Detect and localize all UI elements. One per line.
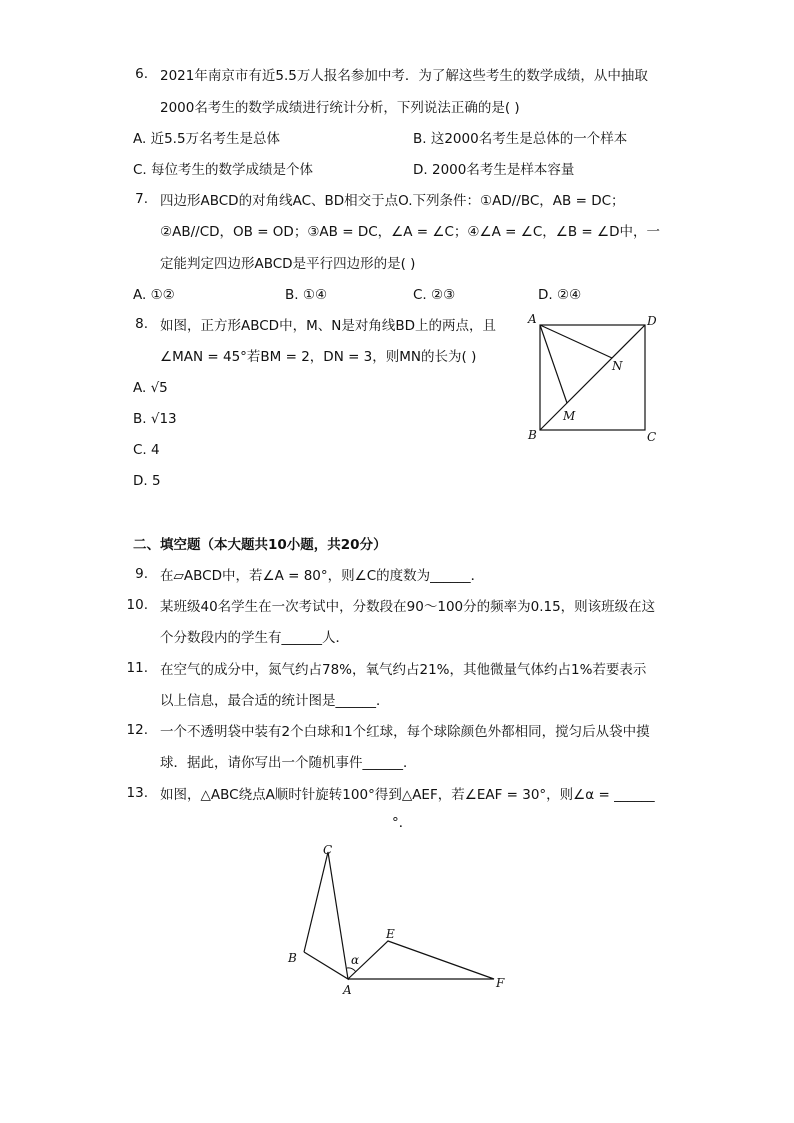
triangle-aef — [348, 941, 494, 979]
label-m: M — [563, 409, 576, 423]
q7-option-d: D. ②④ — [538, 287, 582, 303]
q6-option-a: A. 近5.5万名考生是总体 — [133, 131, 281, 147]
q13-number: 13. — [126, 785, 148, 801]
diagonal-bd — [540, 325, 645, 430]
label-c: C — [323, 843, 333, 857]
q9-number: 9. — [135, 566, 148, 582]
q12-number: 12. — [126, 722, 148, 738]
q6-option-b: B. 这2000名考生是总体的一个样本 — [413, 131, 628, 147]
q8-text-line2: ∠MAN = 45°若BM = 2，DN = 3，则MN的长为( ) — [160, 349, 477, 365]
q10-text-line1: 某班级40名学生在一次考试中，分数段在90～100分的频率为0.15，则该班级在这 — [160, 599, 656, 615]
q12-text-line1: 一个不透明袋中装有2个白球和1个红球，每个球除颜色外都相同，搅匀后从袋中摸 — [160, 724, 650, 740]
label-b: B — [288, 951, 297, 965]
triangle-abc — [304, 852, 348, 979]
q7-option-a: A. ①② — [133, 287, 175, 303]
segment-an — [540, 325, 612, 358]
section-heading: 二、填空题（本大题共10小题，共20分） — [133, 537, 387, 553]
label-e: E — [386, 927, 395, 941]
q10-number: 10. — [126, 597, 148, 613]
q8-option-b: B. √13 — [133, 411, 177, 427]
q11-text-line1: 在空气的成分中，氮气约占78%，氧气约占21%，其他微量气体约占1%若要表示 — [160, 662, 647, 678]
q8-text-line1: 如图，正方形ABCD中，M、N是对角线BD上的两点，且 — [160, 318, 496, 334]
q6-number: 6. — [135, 66, 148, 82]
q13-rotation-figure — [280, 838, 520, 998]
q8-option-c: C. 4 — [133, 442, 160, 458]
q11-number: 11. — [126, 660, 148, 676]
q9-text-line1: 在▱ABCD中，若∠A = 80°，则∠C的度数为______． — [160, 568, 485, 584]
q13-text-line1: 如图，△ABC绕点A顺时针旋转100°得到△AEF，若∠EAF = 30°，则∠α = ______ — [160, 787, 655, 803]
q7-text-line3: 定能判定四边形ABCD是平行四边形的是( ) — [160, 256, 416, 272]
label-n: N — [612, 359, 623, 373]
segment-am — [540, 325, 567, 403]
label-c: C — [647, 430, 657, 444]
q10-text-line2: 个分数段内的学生有______人． — [160, 630, 349, 646]
q6-option-c: C. 每位考生的数学成绩是个体 — [133, 162, 314, 178]
alpha-angle-arc — [347, 968, 356, 972]
q12-text-line2: 球．据此，请你写出一个随机事件______． — [160, 755, 417, 771]
q7-option-c: C. ②③ — [413, 287, 456, 303]
q7-text-line2: ②AB//CD，OB = OD；③AB = DC，∠A = ∠C；④∠A = ∠C，∠B = ∠D中，一 — [160, 224, 661, 240]
q6-text-line1: 2021年南京市有近5.5万人报名参加中考．为了解这些考生的数学成绩，从中抽取 — [160, 68, 648, 84]
q8-square-figure — [520, 308, 670, 450]
label-b: B — [528, 428, 537, 442]
q8-option-d: D. 5 — [133, 473, 161, 489]
q13-text-line2: °． — [392, 815, 413, 831]
label-alpha: α — [351, 953, 360, 967]
label-d: D — [647, 314, 657, 328]
q11-text-line2: 以上信息，最合适的统计图是______． — [160, 693, 390, 709]
q8-number: 8. — [135, 316, 148, 332]
label-a: A — [343, 983, 352, 997]
q6-text-line2: 2000名考生的数学成绩进行统计分析，下列说法正确的是( ) — [160, 100, 520, 116]
label-a: A — [528, 312, 537, 326]
q7-option-b: B. ①④ — [285, 287, 328, 303]
q6-option-d: D. 2000名考生是样本容量 — [413, 162, 575, 178]
q8-option-a: A. √5 — [133, 380, 168, 396]
q7-text-line1: 四边形ABCD的对角线AC、BD相交于点O.下列条件：①AD//BC，AB = DC； — [160, 193, 625, 209]
label-f: F — [496, 976, 505, 990]
q7-number: 7. — [135, 191, 148, 207]
